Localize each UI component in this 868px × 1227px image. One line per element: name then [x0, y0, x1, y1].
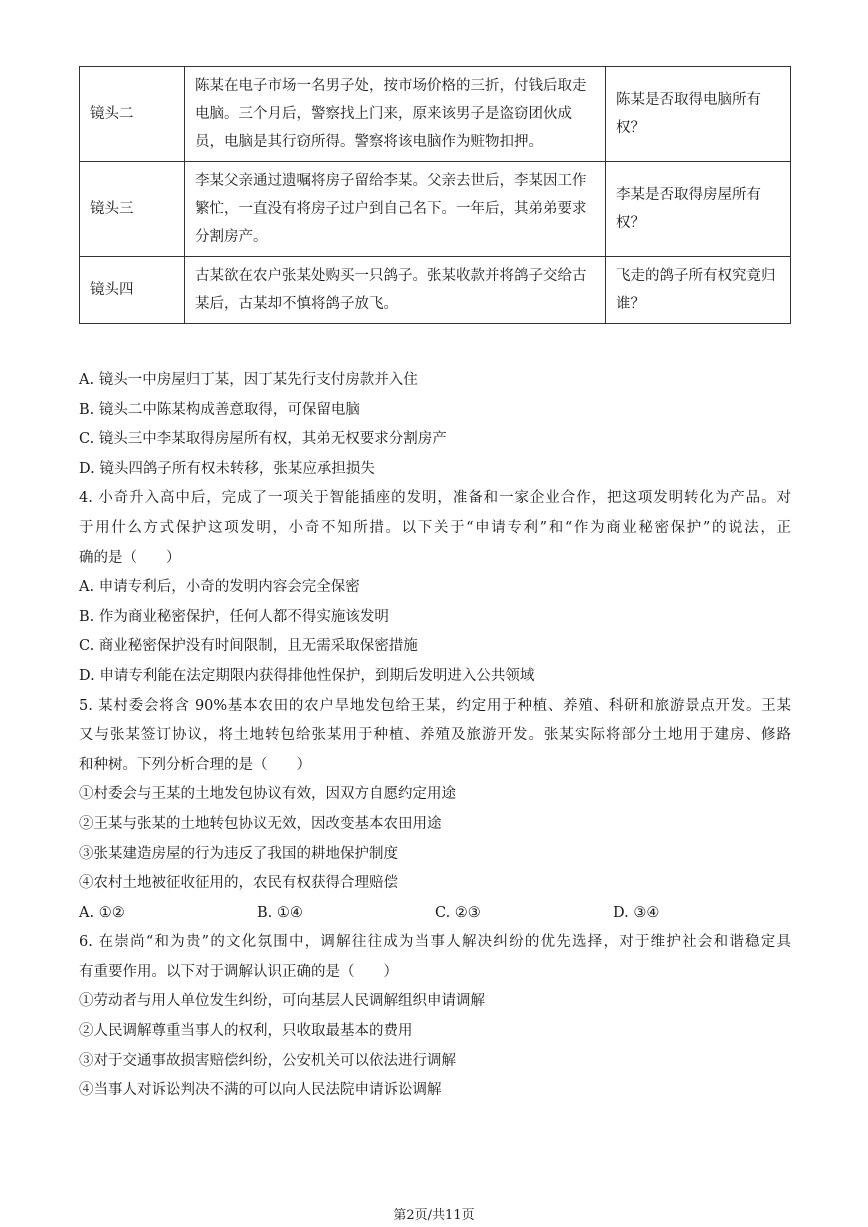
questions-body — [79, 366, 791, 1106]
q4-stem-line: 4. 小奇升入高中后，完成了一项关于智能插座的发明，准备和一家企业合作，把这项发明转化为产品。对 — [79, 490, 791, 507]
q4-option-a: A. 申请专利后，小奇的发明内容会完全保密 — [79, 579, 360, 596]
q4-option-c: C. 商业秘密保护没有时间限制，且无需采取保密措施 — [79, 638, 418, 655]
q4-option-d: D. 申请专利能在法定期限内获得排他性保护，到期后发明进入公共领域 — [79, 667, 535, 684]
q3-option-a: A. 镜头一中房屋归丁某，因丁某先行支付房款并入住 — [79, 372, 418, 388]
q5-options — [79, 899, 791, 929]
cases-table — [79, 66, 791, 324]
q5-option-a: A. ①② — [79, 904, 125, 921]
q6-statement-2: ②人民调解尊重当事人的权利，只收取最基本的费用 — [79, 1023, 413, 1040]
q6-stem-line: 6. 在崇尚“和为贵”的文化氛围中，调解往往成为当事人解决纠纷的优先选择，对于维护社会和谐稳定具 — [79, 934, 791, 951]
q6-statement-3: ③对于交通事故损害赔偿纠纷，公安机关可以依法进行调解 — [79, 1052, 456, 1069]
q3-option-d: D. 镜头四鸽子所有权未转移，张某应承担损失 — [79, 460, 375, 477]
case-label: 镜头四 — [80, 257, 185, 324]
q5-option-b: B. ①④ — [257, 904, 303, 921]
q5-stem-line: 5. 某村委会将含 90%基本农田的农户旱地发包给王某，约定用于种植、养殖、科研和旅游景点开发。王某 — [79, 697, 791, 714]
q5-statement-1: ①村委会与王某的土地发包协议有效，因双方自愿约定用途 — [79, 786, 456, 803]
page-number: 第2页/共11页 — [393, 1208, 475, 1223]
q5-stem-line: 和种树。下列分析合理的是（ ） — [79, 756, 311, 773]
q6-statement-4: ④当事人对诉讼判决不满的可以向人民法院申请诉讼调解 — [79, 1082, 442, 1099]
q3-option-c: C. 镜头三中李某取得房屋所有权，其弟无权要求分割房产 — [79, 431, 447, 448]
table-row — [80, 162, 791, 257]
q5-statement-4: ④农村土地被征收征用的，农民有权获得合理赔偿 — [79, 875, 398, 892]
case-question: 李某是否取得房屋所有权？ — [606, 162, 791, 257]
q4-stem-line: 确的是（ ） — [79, 549, 181, 566]
q5-option-c: C. ②③ — [435, 904, 481, 921]
case-content: 李某父亲通过遗嘱将房子留给李某。父亲去世后，李某因工作繁忙，一直没有将房子过户到自己名下。一年后，其弟弟要求分割房产。 — [185, 162, 606, 257]
q5-option-d: D. ③④ — [613, 904, 660, 921]
case-label: 镜头三 — [80, 162, 185, 257]
q6-stem-line: 有重要作用。以下对于调解认识正确的是（ ） — [79, 963, 398, 980]
case-content: 陈某在电子市场一名男子处，按市场价格的三折，付钱后取走电脑。三个月后，警察找上门来，原来该男子是盗窃团伙成员，电脑是其行窃所得。警察将该电脑作为赃物扣押。 — [185, 67, 606, 162]
q6-statement-1: ①劳动者与用人单位发生纠纷，可向基层人民调解组织申请调解 — [79, 993, 485, 1010]
q4-option-b: B. 作为商业秘密保护，任何人都不得实施该发明 — [79, 608, 389, 625]
q5-statement-3: ③张某建造房屋的行为违反了我国的耕地保护制度 — [79, 845, 398, 862]
case-content: 古某欲在农户张某处购买一只鸽子。张某收款并将鸽子交给古某后，古某却不慎将鸽子放飞。 — [185, 257, 606, 324]
q5-statement-2: ②王某与张某的土地转包协议无效，因改变基本农田用途 — [79, 815, 442, 832]
case-question: 飞走的鸽子所有权究竟归谁？ — [606, 257, 791, 324]
table-row — [80, 257, 791, 324]
table-row — [80, 67, 791, 162]
case-question: 陈某是否取得电脑所有权？ — [606, 67, 791, 162]
q3-option-b: B. 镜头二中陈某构成善意取得，可保留电脑 — [79, 401, 360, 418]
q5-stem-line: 又与张某签订协议，将土地转包给张某用于种植、养殖及旅游开发。张某实际将部分土地用于建房、修路 — [79, 727, 791, 744]
case-label: 镜头二 — [80, 67, 185, 162]
q4-stem-line: 于用什么方式保护这项发明，小奇不知所措。以下关于“申请专利”和“作为商业秘密保护”的说法，正 — [79, 519, 791, 536]
